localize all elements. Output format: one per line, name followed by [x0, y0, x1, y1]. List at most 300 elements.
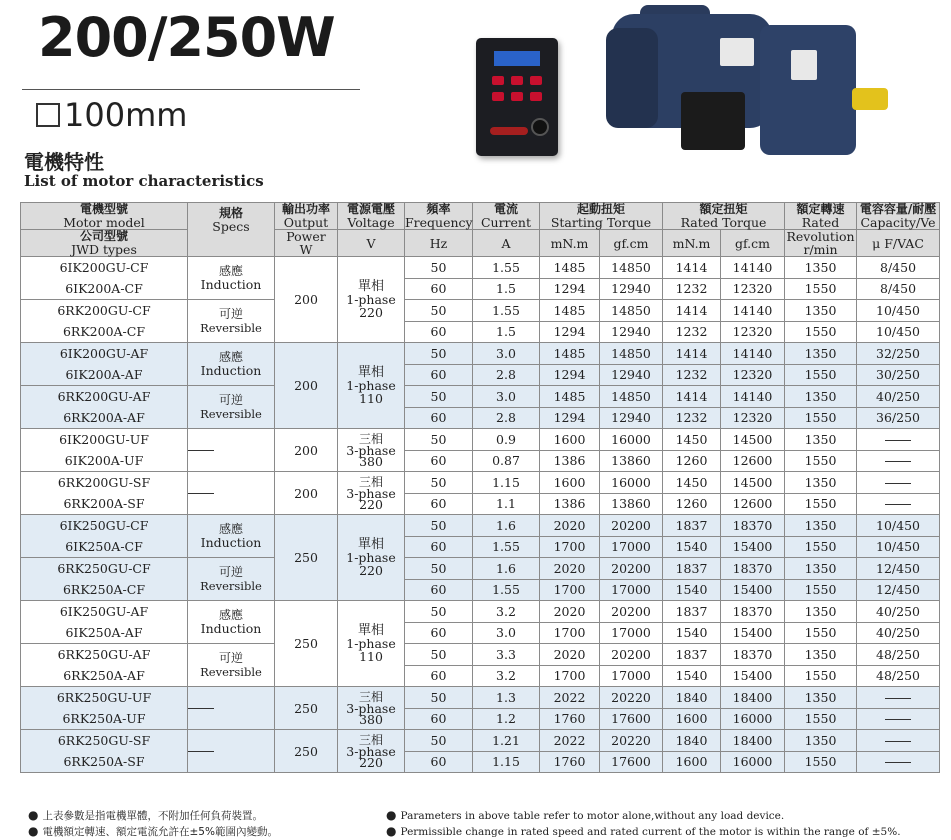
- cell-frequency: 50: [405, 300, 473, 322]
- cell-starting-torque-mnm: 2020: [540, 644, 600, 666]
- spec-en: Induction: [200, 621, 262, 636]
- frame-size: [36, 96, 187, 134]
- cell-rated-torque-mnm: 1600: [663, 708, 721, 730]
- cell-rated-torque-gfcm: 14140: [721, 386, 785, 408]
- header-capacitor-unit: μ F/VAC: [857, 230, 940, 257]
- cell-starting-torque-mnm: 1700: [540, 665, 600, 687]
- cell-current: 3.0: [473, 386, 540, 408]
- cell-power: 250: [275, 601, 338, 687]
- cell-rated-speed: 1350: [785, 558, 857, 580]
- cell-capacitor: 40/250: [857, 386, 940, 408]
- cell-frequency: 50: [405, 386, 473, 408]
- cell-rated-torque-gfcm: 12600: [721, 493, 785, 515]
- header-capacitor: 電容容量/耐壓 Capacity/Ve: [857, 203, 940, 230]
- cell-frequency: 60: [405, 364, 473, 386]
- model-cell: [21, 429, 188, 472]
- spec-zh: 可逆: [218, 651, 243, 665]
- dash-mark: [885, 461, 911, 462]
- cell-starting-torque-gfcm: 20200: [600, 558, 663, 580]
- spec-cell: [188, 257, 275, 300]
- spec-label: [200, 392, 262, 421]
- controller-logo: [490, 127, 528, 135]
- cell-starting-torque-gfcm: 17600: [600, 708, 663, 730]
- section-heading-en: List of motor characteristics: [24, 172, 264, 190]
- cell-capacitor: 10/450: [857, 536, 940, 558]
- cell-rated-torque-mnm: 1260: [663, 493, 721, 515]
- cell-rated-torque-mnm: 1600: [663, 751, 721, 773]
- controller-button: [492, 76, 504, 85]
- cell-frequency: 60: [405, 579, 473, 601]
- table-row: [21, 644, 940, 666]
- model-name: 6IK200A-UF: [64, 453, 144, 468]
- cell-rated-speed: 1350: [785, 730, 857, 752]
- voltage-phase-zh: 單相: [357, 623, 384, 638]
- cell-starting-torque-gfcm: 17000: [600, 665, 663, 687]
- voltage-phase-zh: 三相: [358, 732, 383, 747]
- spec-cell: [188, 644, 275, 687]
- voltage-value: 110: [359, 391, 383, 406]
- cell-power: 250: [275, 515, 338, 601]
- cell-current: 1.15: [473, 472, 540, 494]
- dash-mark: [188, 493, 214, 494]
- cell-rated-speed: 1550: [785, 278, 857, 300]
- cell-capacitor: 10/450: [857, 321, 940, 343]
- cell-rated-torque-mnm: 1414: [663, 343, 721, 365]
- cell-current: 1.55: [473, 257, 540, 279]
- dash-mark: [188, 450, 214, 451]
- spec-cell: [188, 558, 275, 601]
- spec-cell: [188, 429, 275, 472]
- spec-zh: 可逆: [218, 565, 243, 579]
- cell-rated-torque-mnm: 1540: [663, 536, 721, 558]
- spec-en: Induction: [200, 277, 262, 292]
- cell-starting-torque-gfcm: 12940: [600, 407, 663, 429]
- header-starting-torque-mnm: mN.m: [540, 230, 600, 257]
- table-row: [21, 300, 940, 322]
- controller-button: [530, 76, 542, 85]
- cell-frequency: 50: [405, 644, 473, 666]
- cell-rated-torque-mnm: 1540: [663, 579, 721, 601]
- cell-power: 200: [275, 472, 338, 515]
- cell-frequency: 50: [405, 601, 473, 623]
- spec-en: Reversible: [200, 665, 262, 679]
- table-row-group: [21, 515, 940, 601]
- table-row-group: [21, 429, 940, 515]
- frame-size-text: 100mm: [64, 96, 188, 134]
- cell-frequency: 50: [405, 515, 473, 537]
- cell-frequency: 60: [405, 536, 473, 558]
- dash-mark: [885, 483, 911, 484]
- motor-characteristics-table: [20, 202, 940, 773]
- dash-mark: [885, 741, 911, 742]
- cell-capacitor: 12/450: [857, 579, 940, 601]
- cell-rated-torque-mnm: 1260: [663, 450, 721, 472]
- cell-capacitor: 48/250: [857, 665, 940, 687]
- spec-cell: [188, 300, 275, 343]
- cell-rated-speed: 1350: [785, 644, 857, 666]
- cell-starting-torque-gfcm: 16000: [600, 472, 663, 494]
- cell-rated-torque-gfcm: 12600: [721, 450, 785, 472]
- cell-starting-torque-gfcm: 17000: [600, 622, 663, 644]
- cell-starting-torque-mnm: 1600: [540, 472, 600, 494]
- note-zh-1: ● 上表參數是指電機單體，不附加任何負荷裝置。: [28, 808, 263, 822]
- cell-rated-torque-gfcm: 14140: [721, 257, 785, 279]
- cell-rated-torque-gfcm: 14500: [721, 429, 785, 451]
- cell-starting-torque-mnm: 1294: [540, 364, 600, 386]
- voltage-phase-en: 3-phase: [346, 743, 396, 759]
- header-output: 輸出功率 Output: [275, 203, 338, 230]
- cell-starting-torque-mnm: 1485: [540, 343, 600, 365]
- cell-starting-torque-gfcm: 20200: [600, 515, 663, 537]
- cell-voltage: [338, 429, 405, 472]
- voltage-value: 220: [359, 305, 383, 320]
- cell-rated-speed: 1350: [785, 472, 857, 494]
- cell-rated-speed: 1550: [785, 364, 857, 386]
- cell-starting-torque-gfcm: 13860: [600, 493, 663, 515]
- cell-starting-torque-mnm: 2022: [540, 687, 600, 709]
- cell-rated-speed: 1350: [785, 257, 857, 279]
- table-row: [21, 558, 940, 580]
- cell-frequency: 50: [405, 687, 473, 709]
- cell-rated-torque-mnm: 1840: [663, 687, 721, 709]
- voltage-phase-en: 1-phase: [346, 378, 396, 393]
- cell-starting-torque-mnm: 1485: [540, 300, 600, 322]
- cell-frequency: 60: [405, 708, 473, 730]
- cell-capacitor: 30/250: [857, 364, 940, 386]
- cell-current: 1.6: [473, 515, 540, 537]
- spec-zh: 可逆: [218, 393, 243, 407]
- cell-starting-torque-gfcm: 20200: [600, 644, 663, 666]
- spec-en: Reversible: [200, 407, 262, 421]
- model-name: 6IK200GU-CF: [59, 260, 149, 275]
- voltage-value: 220: [359, 496, 383, 512]
- cell-rated-speed: 1350: [785, 429, 857, 451]
- model-cell: [21, 515, 188, 558]
- motor-shaft: [852, 88, 888, 110]
- header-company-model: 公司型號 JWD types: [21, 230, 188, 257]
- cell-capacitor: 8/450: [857, 278, 940, 300]
- spec-en: Reversible: [200, 579, 262, 593]
- spec-en: Induction: [200, 363, 262, 378]
- cell-starting-torque-mnm: 1294: [540, 321, 600, 343]
- cell-rated-speed: 1350: [785, 601, 857, 623]
- voltage-phase-en: 3-phase: [346, 442, 396, 458]
- cell-rated-torque-mnm: 1414: [663, 300, 721, 322]
- voltage-value: 380: [359, 453, 383, 469]
- cell-current: 1.15: [473, 751, 540, 773]
- table-row: [21, 257, 940, 279]
- model-name: 6RK250A-SF: [63, 754, 145, 769]
- model-name: 6RK200GU-CF: [57, 303, 151, 318]
- table-row-group: [21, 687, 940, 773]
- spec-en: Induction: [200, 535, 262, 550]
- table-row-group: [21, 601, 940, 687]
- header-rated-torque-gfcm: gf.cm: [721, 230, 785, 257]
- model-cell: [21, 601, 188, 644]
- cell-rated-torque-gfcm: 12320: [721, 278, 785, 300]
- cell-starting-torque-gfcm: 17600: [600, 751, 663, 773]
- controller-button: [492, 92, 504, 101]
- header-starting-torque: 起動扭矩 Starting Torque: [540, 203, 663, 230]
- cell-rated-speed: 1550: [785, 407, 857, 429]
- model-name: 6RK250A-CF: [62, 582, 146, 597]
- controller-button: [530, 92, 542, 101]
- voltage-phase-en: 1-phase: [346, 636, 396, 651]
- cell-frequency: 60: [405, 321, 473, 343]
- voltage-value: 380: [359, 711, 383, 727]
- title-divider: [22, 89, 360, 90]
- voltage-phase-en: 3-phase: [346, 700, 396, 716]
- cell-rated-torque-gfcm: 15400: [721, 665, 785, 687]
- header-rated-speed-unit: Revolution r/min: [786, 229, 855, 257]
- speed-controller-image: [476, 38, 558, 156]
- spec-zh: 可逆: [218, 307, 243, 321]
- dash-mark: [188, 708, 214, 709]
- notes-en: [386, 808, 901, 840]
- cell-rated-speed: 1550: [785, 536, 857, 558]
- model-name: 6RK250GU-CF: [57, 561, 151, 576]
- cell-rated-speed: 1550: [785, 708, 857, 730]
- cell-frequency: 50: [405, 558, 473, 580]
- cell-rated-torque-gfcm: 16000: [721, 751, 785, 773]
- cell-rated-torque-mnm: 1232: [663, 278, 721, 300]
- cell-current: 3.2: [473, 601, 540, 623]
- model-cell: [21, 730, 188, 773]
- model-name: 6IK250A-CF: [65, 539, 143, 554]
- spec-zh: 感應: [218, 264, 243, 278]
- cell-power: 250: [275, 687, 338, 730]
- spec-cell: [188, 386, 275, 429]
- cell-capacitor: 12/450: [857, 558, 940, 580]
- header-motor-model: 電機型號 Motor model: [21, 203, 188, 230]
- cell-frequency: 50: [405, 343, 473, 365]
- cell-rated-torque-gfcm: 14140: [721, 300, 785, 322]
- cell-starting-torque-gfcm: 14850: [600, 300, 663, 322]
- cell-starting-torque-mnm: 2020: [540, 558, 600, 580]
- model-cell: [21, 257, 188, 300]
- cell-starting-torque-mnm: 2020: [540, 601, 600, 623]
- table-row: [21, 687, 940, 709]
- voltage-phase-zh: 三相: [358, 689, 383, 704]
- cell-starting-torque-gfcm: 20220: [600, 730, 663, 752]
- cell-capacitor: [857, 472, 940, 494]
- dash-mark: [885, 440, 911, 441]
- model-name: 6RK250GU-UF: [56, 690, 152, 705]
- model-name: 6IK200GU-UF: [59, 432, 149, 447]
- cell-rated-torque-gfcm: 15400: [721, 622, 785, 644]
- voltage-phase-zh: 單相: [357, 537, 384, 552]
- notes-zh: [28, 808, 278, 840]
- cell-rated-torque-gfcm: 16000: [721, 708, 785, 730]
- note-zh-2: ● 電機額定轉速、額定電流允許在±5%範圍內變動。: [28, 824, 278, 838]
- gearhead-label: [791, 50, 817, 80]
- cell-rated-torque-mnm: 1837: [663, 644, 721, 666]
- cell-current: 3.3: [473, 644, 540, 666]
- section-heading-zh: 電機特性: [24, 150, 104, 174]
- header-current-unit: A: [473, 230, 540, 257]
- model-cell: [21, 472, 188, 515]
- spec-label: [200, 564, 262, 593]
- model-name: 6RK250A-AF: [63, 668, 145, 683]
- cell-starting-torque-mnm: 1294: [540, 278, 600, 300]
- cell-starting-torque-mnm: 1760: [540, 708, 600, 730]
- voltage-value: 110: [359, 649, 383, 664]
- cell-frequency: 60: [405, 493, 473, 515]
- cell-voltage: [338, 601, 405, 687]
- cell-current: 3.2: [473, 665, 540, 687]
- voltage-phase-zh: 三相: [358, 431, 383, 446]
- cell-capacitor: [857, 751, 940, 773]
- cell-current: 1.1: [473, 493, 540, 515]
- spec-cell: [188, 343, 275, 386]
- cell-starting-torque-mnm: 1386: [540, 450, 600, 472]
- dash-mark: [188, 751, 214, 752]
- cell-frequency: 50: [405, 730, 473, 752]
- table-row: [21, 601, 940, 623]
- cell-starting-torque-mnm: 2022: [540, 730, 600, 752]
- cell-capacitor: 48/250: [857, 644, 940, 666]
- cell-voltage: [338, 687, 405, 730]
- cell-rated-torque-gfcm: 15400: [721, 536, 785, 558]
- cell-rated-speed: 1550: [785, 665, 857, 687]
- cell-current: 3.0: [473, 343, 540, 365]
- cell-starting-torque-mnm: 1700: [540, 579, 600, 601]
- header-frequency: 頻率 Frequency: [405, 202, 473, 230]
- header-starting-torque-gfcm: gf.cm: [600, 230, 663, 257]
- cell-frequency: 60: [405, 665, 473, 687]
- cell-power: 250: [275, 730, 338, 773]
- spec-cell: [188, 515, 275, 558]
- cell-voltage: [338, 472, 405, 515]
- cell-starting-torque-mnm: 1700: [540, 536, 600, 558]
- cell-current: 0.87: [473, 450, 540, 472]
- controller-knob: [531, 118, 549, 136]
- cell-capacitor: 40/250: [857, 622, 940, 644]
- model-cell: [21, 687, 188, 730]
- model-name: 6IK250A-AF: [65, 625, 143, 640]
- cell-rated-speed: 1550: [785, 751, 857, 773]
- cell-starting-torque-mnm: 1294: [540, 407, 600, 429]
- cell-rated-torque-gfcm: 18400: [721, 687, 785, 709]
- cell-capacitor: 10/450: [857, 300, 940, 322]
- cell-rated-torque-gfcm: 15400: [721, 579, 785, 601]
- model-name: 6IK250GU-AF: [59, 604, 149, 619]
- model-name: 6IK200A-AF: [65, 367, 143, 382]
- cell-rated-torque-gfcm: 12320: [721, 321, 785, 343]
- cell-capacitor: [857, 687, 940, 709]
- cell-starting-torque-gfcm: 16000: [600, 429, 663, 451]
- model-name: 6IK250GU-CF: [59, 518, 149, 533]
- spec-cell: [188, 730, 275, 773]
- cell-starting-torque-gfcm: 13860: [600, 450, 663, 472]
- cell-starting-torque-mnm: 1700: [540, 622, 600, 644]
- cell-rated-speed: 1350: [785, 515, 857, 537]
- header-rated-torque-mnm: mN.m: [663, 230, 721, 257]
- header-output-unit: Power W: [275, 230, 338, 257]
- cell-capacitor: [857, 493, 940, 515]
- cell-starting-torque-gfcm: 17000: [600, 536, 663, 558]
- spec-zh: 感應: [218, 350, 243, 364]
- cell-rated-speed: 1350: [785, 386, 857, 408]
- table-row-group: [21, 257, 940, 343]
- cell-power: 200: [275, 257, 338, 343]
- header-rated-torque: 額定扭矩 Rated Torque: [663, 203, 785, 230]
- cell-starting-torque-gfcm: 14850: [600, 257, 663, 279]
- spec-zh: 感應: [218, 608, 243, 622]
- model-name: 6RK250GU-AF: [57, 647, 151, 662]
- cell-starting-torque-gfcm: 20200: [600, 601, 663, 623]
- cell-rated-speed: 1550: [785, 493, 857, 515]
- cell-rated-torque-mnm: 1837: [663, 601, 721, 623]
- model-cell: [21, 300, 188, 343]
- cell-capacitor: [857, 450, 940, 472]
- cell-current: 1.5: [473, 278, 540, 300]
- page-title: 200/250W: [38, 6, 335, 69]
- cell-rated-torque-gfcm: 14500: [721, 472, 785, 494]
- cell-rated-torque-mnm: 1837: [663, 558, 721, 580]
- note-en-1: ● Parameters in above table refer to motor alone,without any load device.: [386, 808, 785, 822]
- cell-rated-torque-mnm: 1540: [663, 622, 721, 644]
- cell-starting-torque-gfcm: 12940: [600, 278, 663, 300]
- note-en-2: ● Permissible change in rated speed and rated current of the motor is within the range of ±5%.: [386, 824, 901, 838]
- cell-frequency: 50: [405, 257, 473, 279]
- cell-frequency: 60: [405, 751, 473, 773]
- model-name: 6RK250GU-SF: [57, 733, 151, 748]
- cell-current: 0.9: [473, 429, 540, 451]
- spec-label: [200, 650, 262, 679]
- controller-button: [511, 92, 523, 101]
- spec-cell: [188, 472, 275, 515]
- model-name: 6RK200A-SF: [63, 496, 145, 511]
- cell-rated-torque-mnm: 1414: [663, 386, 721, 408]
- cell-current: 3.0: [473, 622, 540, 644]
- voltage-phase-en: 3-phase: [346, 485, 396, 501]
- cell-current: 2.8: [473, 407, 540, 429]
- terminal-box: [681, 92, 745, 150]
- square-icon: [36, 103, 60, 127]
- table-row: [21, 515, 940, 537]
- cell-frequency: 60: [405, 450, 473, 472]
- cell-starting-torque-mnm: 1760: [540, 751, 600, 773]
- cell-starting-torque-gfcm: 14850: [600, 343, 663, 365]
- cell-current: 1.55: [473, 579, 540, 601]
- cell-rated-torque-mnm: 1450: [663, 429, 721, 451]
- cell-capacitor: [857, 730, 940, 752]
- nameplate: [720, 38, 754, 66]
- cell-current: 1.21: [473, 730, 540, 752]
- cell-starting-torque-gfcm: 20220: [600, 687, 663, 709]
- cell-voltage: [338, 257, 405, 343]
- cell-starting-torque-mnm: 1485: [540, 386, 600, 408]
- voltage-value: 220: [359, 563, 383, 578]
- cell-capacitor: 8/450: [857, 257, 940, 279]
- model-name: 6RK250A-UF: [62, 711, 146, 726]
- header-voltage: 電源電壓 Voltage: [338, 203, 405, 230]
- voltage-phase-zh: 三相: [358, 474, 383, 489]
- cell-power: 200: [275, 429, 338, 472]
- dash-mark: [885, 504, 911, 505]
- cell-rated-speed: 1550: [785, 321, 857, 343]
- cell-frequency: 50: [405, 472, 473, 494]
- table-row: [21, 386, 940, 408]
- cell-current: 1.6: [473, 558, 540, 580]
- cell-rated-torque-gfcm: 18370: [721, 644, 785, 666]
- spec-label: [200, 306, 262, 335]
- dash-mark: [885, 762, 911, 763]
- cell-rated-speed: 1350: [785, 300, 857, 322]
- cell-rated-torque-gfcm: 18400: [721, 730, 785, 752]
- cell-starting-torque-mnm: 1485: [540, 257, 600, 279]
